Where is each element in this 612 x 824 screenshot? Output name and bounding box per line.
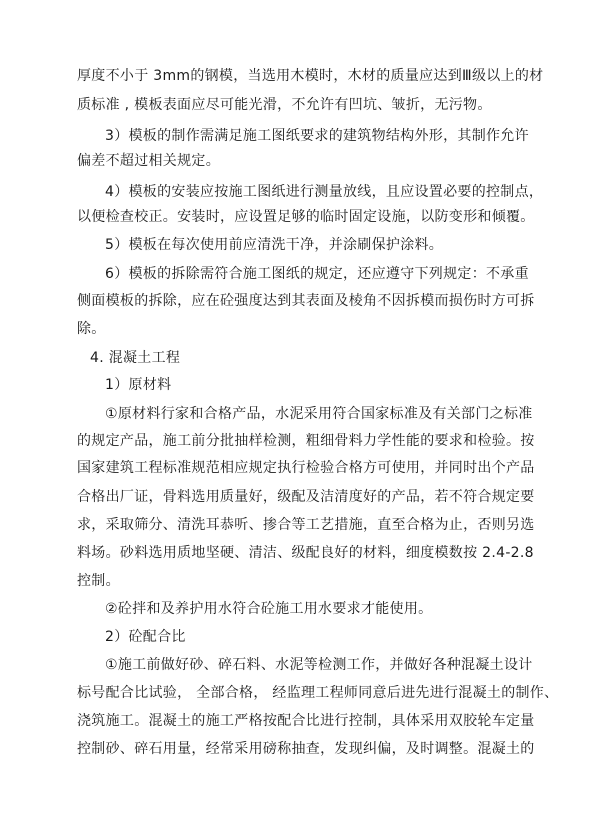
text-line: ②砼拌和及养护用水符合砼施工用水要求才能使用。 — [105, 601, 433, 617]
text-line: 料场。砂料选用质地坚硬、清洁、级配良好的材料，细度模数按 2.4-2.8 — [77, 545, 534, 561]
text-line: 厚度不小于 3mm的钢模，当选用木模时，木材的质量应达到Ⅲ级以上的材 — [77, 68, 544, 84]
text-line: 浇筑施工。混凝土的施工严格按配合比进行控制，具体采用双胶轮车定量 — [77, 713, 535, 729]
text-line: 5）模板在每次使用前应清洗干净，并涂刷保护涂料。 — [105, 237, 444, 253]
text-line: 4）模板的安装应按施工图纸进行测量放线，且应设置必要的控制点， — [105, 184, 544, 200]
text-line: ①原材料行家和合格产品，水泥采用符合国家标准及有关部门之标准 — [105, 406, 533, 422]
text-line: 以便检查校正。安装时，应设置足够的临时固定设施，以防变形和倾覆。 — [77, 209, 535, 225]
text-line: ①施工前做好砂、碎石料、水泥等检测工作，并做好各种混凝土设计 — [105, 657, 533, 673]
text-line: 质标准 , 模板表面应尽可能光滑，不允许有凹坑、皱折，无污物。 — [77, 97, 492, 113]
text-line: 合格出厂证，骨料选用质量好，级配及洁清度好的产品，若不符合规定要 — [77, 489, 535, 505]
section-heading: 4. 混凝土工程 — [90, 350, 181, 366]
text-line: 求，采取筛分、清洗耳恭听、掺合等工艺措施，直至合格为止，否则另选 — [77, 517, 535, 533]
subsection-heading: 2）砼配合比 — [105, 629, 186, 645]
text-line: 国家建筑工程标准规范相应规定执行检验合格方可使用，并同时出个产品 — [77, 460, 535, 476]
text-line: 6）模板的拆除需符合施工图纸的规定，还应遵守下列规定：不承重 — [105, 266, 529, 282]
text-line: 标号配合比试验， 全部合格， 经监理工程师同意后进先进行混凝土的制作、 — [77, 685, 559, 701]
text-line: 侧面模板的拆除，应在砼强度达到其表面及棱角不因拆模而损伤时方可拆 — [77, 293, 535, 309]
subsection-heading: 1）原材料 — [105, 377, 172, 393]
text-line: 偏差不超过相关规定。 — [77, 153, 220, 169]
text-line: 控制。 — [77, 573, 120, 589]
text-line: 控制砂、碎石用量，经常采用磅称抽查，发现纠偏，及时调整。混凝土的 — [77, 741, 535, 757]
text-line: 的规定产品，施工前分批抽样检测，粗细骨料力学性能的要求和检验。按 — [77, 433, 535, 449]
text-line: 除。 — [77, 321, 106, 337]
text-line: 3）模板的制作需满足施工图纸要求的建筑物结构外形，其制作允许 — [105, 128, 529, 144]
